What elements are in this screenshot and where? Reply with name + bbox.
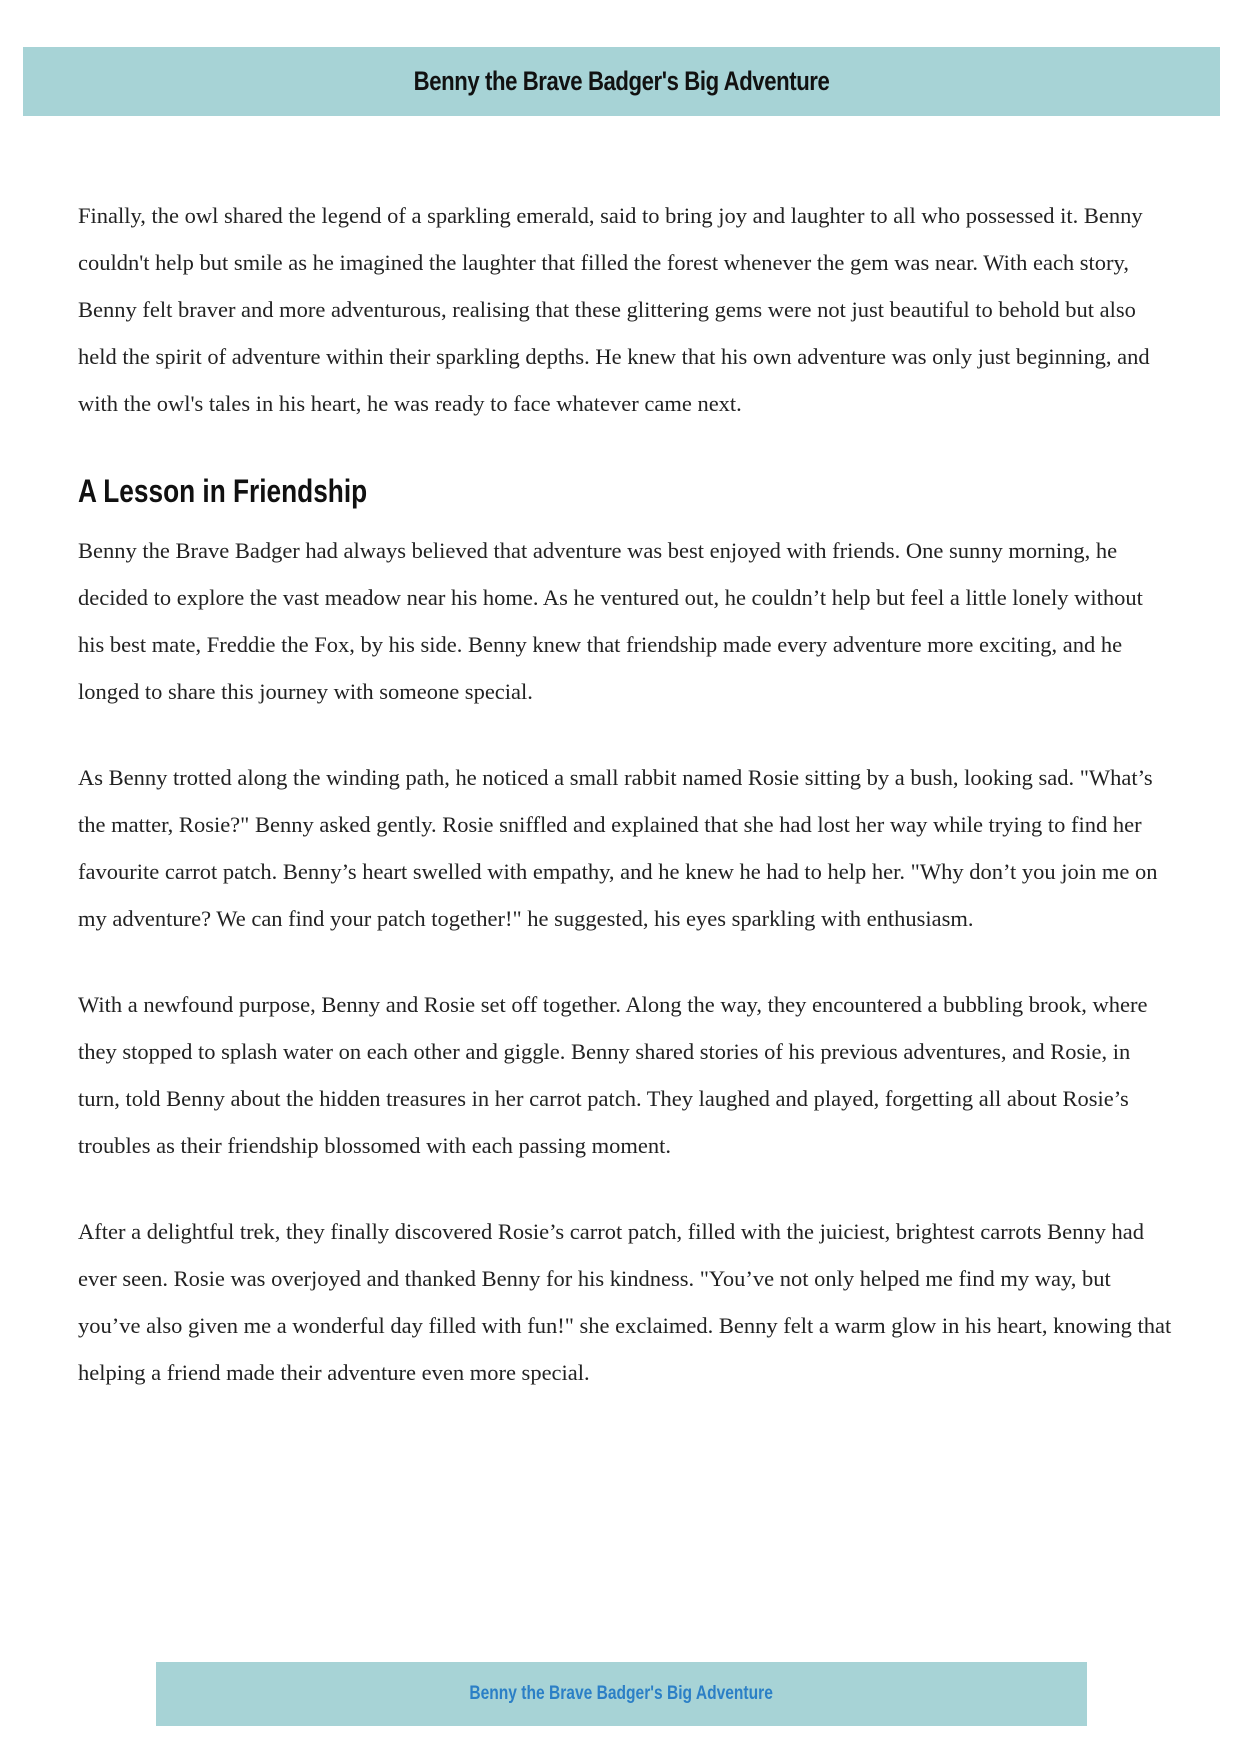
page-footer-band [156, 1662, 1087, 1726]
intro-paragraph: Finally, the owl shared the legend of a sparkling emerald, said to bring joy and laughter to all who possessed it. Benny couldn't help but smile as he imagined the laughter that filled the forest whenever the gem was near. With each story, Benny felt braver and more adventurous, realising that these glittering gems were not just beautiful to behold but also held the spirit of adventure within their sparkling depths. He knew that his own adventure was only just beginning, and with the owl's tales in his heart, he was ready to face whatever came next. [78, 203, 1150, 416]
story-paragraph-3: With a newfound purpose, Benny and Rosie set off together. Along the way, they encountered a bubbling brook, where they stopped to splash water on each other and giggle. Benny shared stories of his previous adventures, and Rosie, in turn, told Benny about the hidden treasures in her carrot patch. They laughed and played, forgetting all about Rosie’s troubles as their friendship blossomed with each passing moment. [78, 992, 1148, 1158]
page-header-band [23, 47, 1220, 116]
story-paragraph-1: Benny the Brave Badger had always believed that adventure was best enjoyed with friends. One sunny morning, he decided to explore the vast meadow near his home. As he ventured out, he couldn’t help but feel a little lonely without his best mate, Freddie the Fox, by his side. Benny knew that friendship made every adventure more exciting, and he longed to share this journey with someone special. [78, 538, 1143, 704]
page-header-title: Benny the Brave Badger's Big Adventure [413, 66, 830, 96]
story-paragraph-4: After a delightful trek, they finally discovered Rosie’s carrot patch, filled with the juiciest, brightest carrots Benny had ever seen. Rosie was overjoyed and thanked Benny for his kindness. "You’ve not only helped me find my way, but you’ve also given me a wonderful day filled with fun!" she exclaimed. Benny felt a warm glow in his heart, knowing that helping a friend made their adventure even more special. [78, 1219, 1172, 1385]
page-footer-title: Benny the Brave Badger's Big Adventure [469, 1683, 774, 1704]
section-heading: A Lesson in Friendship [78, 473, 368, 509]
story-paragraph-2: As Benny trotted along the winding path, he noticed a small rabbit named Rosie sitting by a bush, looking sad. "What’s the matter, Rosie?" Benny asked gently. Rosie sniffled and explained that she had lost her way while trying to find her favourite carrot patch. Benny’s heart swelled with empathy, and he knew he had to help her. "Why don’t you join me on my adventure? We can find your patch together!" he suggested, his eyes sparkling with enthusiasm. [78, 765, 1158, 931]
story-content [78, 192, 1172, 1396]
